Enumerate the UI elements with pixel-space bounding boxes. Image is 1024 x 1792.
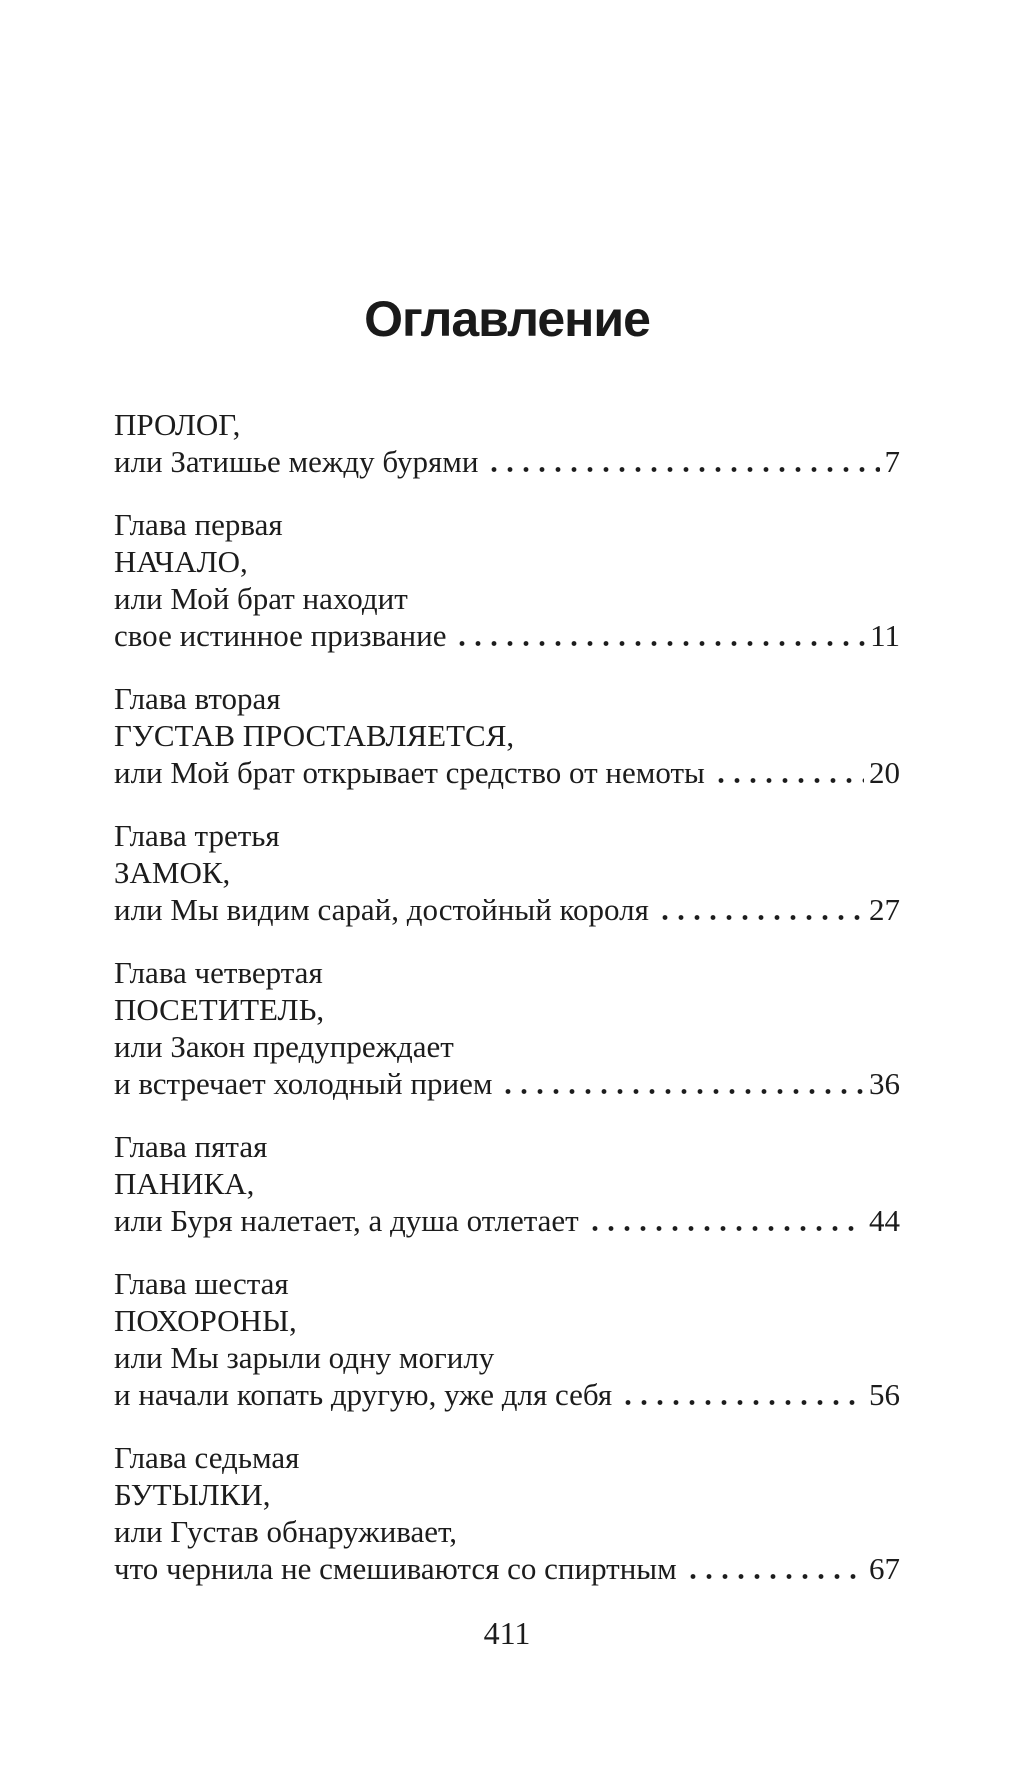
toc-entry-chapter-2 xyxy=(114,680,900,791)
page-ref: 36 xyxy=(869,1066,900,1101)
toc-leader-line xyxy=(114,617,900,654)
entry-title: ПОХОРОНЫ, xyxy=(114,1303,297,1338)
toc-entry-chapter-6 xyxy=(114,1265,900,1413)
entry-subtitle: или Буря налетает, а душа отлетает xyxy=(114,1203,579,1238)
toc-entry-chapter-7 xyxy=(114,1439,900,1587)
toc-leader-line xyxy=(114,891,900,928)
entry-subtitle: и встречает холодный прием xyxy=(114,1066,493,1101)
toc-leader-line xyxy=(114,443,900,480)
dot-leader xyxy=(500,1065,864,1102)
chapter-label: Глава четвертая xyxy=(114,955,323,990)
page-ref: 56 xyxy=(869,1377,900,1412)
entry-title: ПОСЕТИТЕЛЬ, xyxy=(114,992,325,1027)
dot-leader xyxy=(685,1550,864,1587)
chapter-label: Глава седьмая xyxy=(114,1440,300,1475)
toc-entry-chapter-1 xyxy=(114,506,900,654)
chapter-label: Глава третья xyxy=(114,818,280,853)
entry-subtitle: или Мой брат находит xyxy=(114,581,408,616)
toc-leader-line xyxy=(114,1065,900,1102)
dot-leader xyxy=(713,754,864,791)
dot-leader xyxy=(657,891,864,928)
entry-title: НАЧАЛО, xyxy=(114,544,248,579)
page-ref: 67 xyxy=(869,1551,900,1586)
toc-leader-line xyxy=(114,1550,900,1587)
entry-subtitle: свое истинное призвание xyxy=(114,618,447,653)
entry-title: ПРОЛОГ, xyxy=(114,407,241,442)
dot-leader xyxy=(486,443,879,480)
entry-title: ЗАМОК, xyxy=(114,855,231,890)
chapter-label: Глава шестая xyxy=(114,1266,289,1301)
toc-entry-prologue xyxy=(114,406,900,480)
page-title: Оглавление xyxy=(364,291,650,347)
entry-title: ПАНИКА, xyxy=(114,1166,255,1201)
chapter-label: Глава первая xyxy=(114,507,283,542)
entry-subtitle: или Мой брат открывает средство от немоты xyxy=(114,755,705,790)
dot-leader xyxy=(454,617,865,654)
entry-subtitle: или Закон предупреждает xyxy=(114,1029,454,1064)
page-ref: 7 xyxy=(884,444,900,479)
toc-leader-line xyxy=(114,1376,900,1413)
folio-page-number: 411 xyxy=(483,1615,531,1651)
page-ref: 20 xyxy=(869,755,900,790)
page-ref: 44 xyxy=(869,1203,900,1238)
toc-entry-chapter-5 xyxy=(114,1128,900,1239)
entry-title: ГУСТАВ ПРОСТАВЛЯЕТСЯ, xyxy=(114,718,515,753)
toc-entry-chapter-3 xyxy=(114,817,900,928)
entry-subtitle: или Густав обнаруживает, xyxy=(114,1514,457,1549)
dot-leader xyxy=(587,1202,864,1239)
dot-leader xyxy=(620,1376,864,1413)
toc-leader-line xyxy=(114,754,900,791)
entry-subtitle: или Мы видим сарай, достойный короля xyxy=(114,892,649,927)
entry-subtitle: что чернила не смешиваются со спиртным xyxy=(114,1551,677,1586)
chapter-label: Глава пятая xyxy=(114,1129,268,1164)
toc-leader-line xyxy=(114,1202,900,1239)
entry-subtitle: или Мы зарыли одну могилу xyxy=(114,1340,495,1375)
toc-entry-chapter-4 xyxy=(114,954,900,1102)
entry-subtitle: или Затишье между бурями xyxy=(114,444,479,479)
chapter-label: Глава вторая xyxy=(114,681,281,716)
page-ref: 27 xyxy=(869,892,900,927)
page-ref: 11 xyxy=(870,618,900,653)
entry-subtitle: и начали копать другую, уже для себя xyxy=(114,1377,613,1412)
entry-title: БУТЫЛКИ, xyxy=(114,1477,271,1512)
